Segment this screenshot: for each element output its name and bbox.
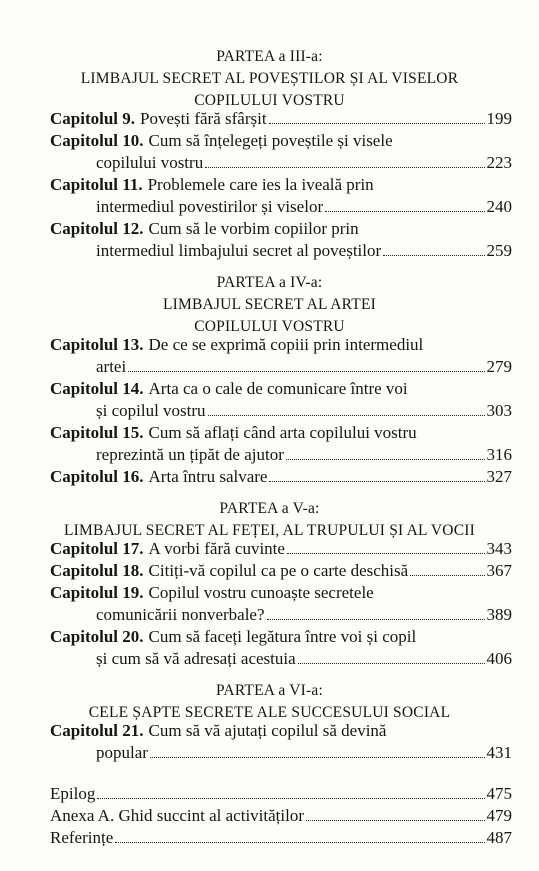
dot-leader	[298, 648, 485, 664]
chapter-title-cont: reprezintă un țipăt de ajutor	[96, 445, 284, 464]
toc-entry[interactable]	[50, 582, 512, 626]
chapter-title: Povești fără sfârșit	[140, 109, 267, 128]
part-header	[0, 680, 539, 724]
toc-entry[interactable]	[50, 827, 512, 849]
page-number: 259	[486, 241, 512, 260]
toc-entry[interactable]	[50, 805, 512, 827]
chapter-title: Cum să vă ajutați copilul să devină	[148, 721, 387, 740]
chapter-title-cont: comunicării nonverbale?	[96, 605, 265, 624]
chapter-label: Capitolul 12.	[50, 219, 144, 238]
part-subtitle: COPILULUI VOSTRU	[194, 92, 345, 109]
chapter-title: Arta întru salvare	[148, 467, 268, 486]
part-header	[0, 498, 539, 542]
page-number: 389	[486, 605, 512, 624]
dot-leader	[128, 356, 484, 372]
chapter-title: Cum să înțelegeți poveștile și visele	[148, 131, 393, 150]
toc-entry[interactable]	[50, 783, 512, 805]
page-number: 223	[486, 153, 512, 172]
chapter-label: Capitolul 10.	[50, 131, 144, 150]
dot-leader	[410, 560, 484, 576]
chapter-title: Problemele care ies la iveală prin	[147, 175, 374, 194]
dot-leader	[150, 742, 485, 758]
chapter-label: Capitolul 18.	[50, 561, 144, 580]
dot-leader	[287, 538, 485, 554]
dot-leader	[325, 196, 484, 212]
chapter-label: Capitolul 15.	[50, 423, 144, 442]
chapter-label: Capitolul 9.	[50, 109, 136, 128]
chapter-label: Capitolul 16.	[50, 467, 144, 486]
page-number: 316	[486, 445, 512, 464]
page-number: 479	[486, 806, 512, 825]
toc-entry[interactable]	[50, 378, 512, 422]
entry-title: Referințe	[50, 828, 114, 847]
part-subtitle: COPILULUI VOSTRU	[194, 318, 345, 335]
part-subtitle: LIMBAJUL SECRET AL ARTEI	[163, 296, 376, 313]
dot-leader	[269, 108, 485, 124]
entry-title: Anexa A. Ghid succint al activităților	[50, 806, 304, 825]
chapter-title-cont: popular	[96, 743, 148, 762]
chapter-label: Capitolul 13.	[50, 335, 144, 354]
toc-entry[interactable]	[50, 174, 512, 218]
dot-leader	[267, 604, 485, 620]
toc-entry[interactable]	[50, 538, 512, 560]
page-number: 487	[486, 828, 512, 847]
chapter-title: De ce se exprimă copiii prin intermediul	[148, 335, 424, 354]
part-subtitle: CELE ȘAPTE SECRETE ALE SUCCESULUI SOCIAL	[88, 704, 451, 721]
dot-leader	[269, 466, 484, 482]
chapter-title: Cum să le vorbim copiilor prin	[148, 219, 359, 238]
chapter-title: Arta ca o cale de comunicare între voi	[148, 379, 408, 398]
chapter-title-cont: intermediul limbajului secret al poveștilor	[96, 241, 382, 260]
chapter-label: Capitolul 21.	[50, 721, 144, 740]
chapter-title-cont: artei	[96, 357, 127, 376]
toc-entry[interactable]	[50, 334, 512, 378]
part-title: PARTEA a VI-a:	[216, 682, 323, 699]
part-subtitle: LIMBAJUL SECRET AL POVEȘTILOR ȘI AL VISELOR	[80, 70, 459, 87]
chapter-label: Capitolul 20.	[50, 627, 144, 646]
page-number: 199	[486, 109, 512, 128]
page-number: 327	[486, 467, 512, 486]
chapter-title-cont: și copilul vostru	[96, 401, 206, 420]
back-matter-list	[50, 783, 512, 849]
entry-title: Epilog	[50, 784, 96, 803]
dot-leader	[97, 783, 484, 799]
part-title: PARTEA a III-a:	[216, 48, 323, 65]
part-title: PARTEA a IV-a:	[216, 274, 323, 291]
toc-entry[interactable]	[50, 422, 512, 466]
chapter-title-cont: intermediul povestirilor și viselor	[96, 197, 324, 216]
chapter-title-cont: și cum să vă adresați acestuia	[96, 649, 296, 668]
page-number: 240	[486, 197, 512, 216]
chapter-title-cont: copilului vostru	[96, 153, 204, 172]
toc-entry[interactable]	[50, 218, 512, 262]
dot-leader	[205, 152, 484, 168]
chapter-title: Cum să aflați când arta copilului vostru	[148, 423, 417, 442]
dot-leader	[286, 444, 485, 460]
toc-entry[interactable]	[50, 130, 512, 174]
dot-leader	[306, 805, 485, 821]
chapter-title: A vorbi fără cuvinte	[148, 539, 285, 558]
toc-entry[interactable]	[50, 720, 512, 764]
part-subtitle: LIMBAJUL SECRET AL FEȚEI, AL TRUPULUI ȘI AL VOCII	[64, 522, 475, 539]
chapter-title: Copilul vostru cunoaște secretele	[148, 583, 374, 602]
chapter-title: Citiți-vă copilul ca pe o carte deschisă	[148, 561, 409, 580]
chapter-label: Capitolul 14.	[50, 379, 144, 398]
toc-entry[interactable]	[50, 560, 512, 582]
page-number: 279	[486, 357, 512, 376]
part-title: PARTEA a V-a:	[219, 500, 320, 517]
chapter-label: Capitolul 19.	[50, 583, 144, 602]
page-number: 475	[486, 784, 512, 803]
toc-entry[interactable]	[50, 626, 512, 670]
part-header	[0, 272, 539, 338]
page-number: 343	[486, 539, 512, 558]
dot-leader	[208, 400, 485, 416]
dot-leader	[115, 827, 484, 843]
page-number: 431	[486, 743, 512, 762]
toc-entry[interactable]	[50, 108, 512, 130]
page-number: 406	[486, 649, 512, 668]
part-header	[0, 46, 539, 112]
page-number: 367	[486, 561, 512, 580]
chapter-label: Capitolul 17.	[50, 539, 144, 558]
dot-leader	[383, 240, 484, 256]
chapter-title: Cum să faceți legătura între voi și copil	[148, 627, 417, 646]
page-number: 303	[486, 401, 512, 420]
chapter-label: Capitolul 11.	[50, 175, 143, 194]
toc-entry[interactable]	[50, 466, 512, 488]
